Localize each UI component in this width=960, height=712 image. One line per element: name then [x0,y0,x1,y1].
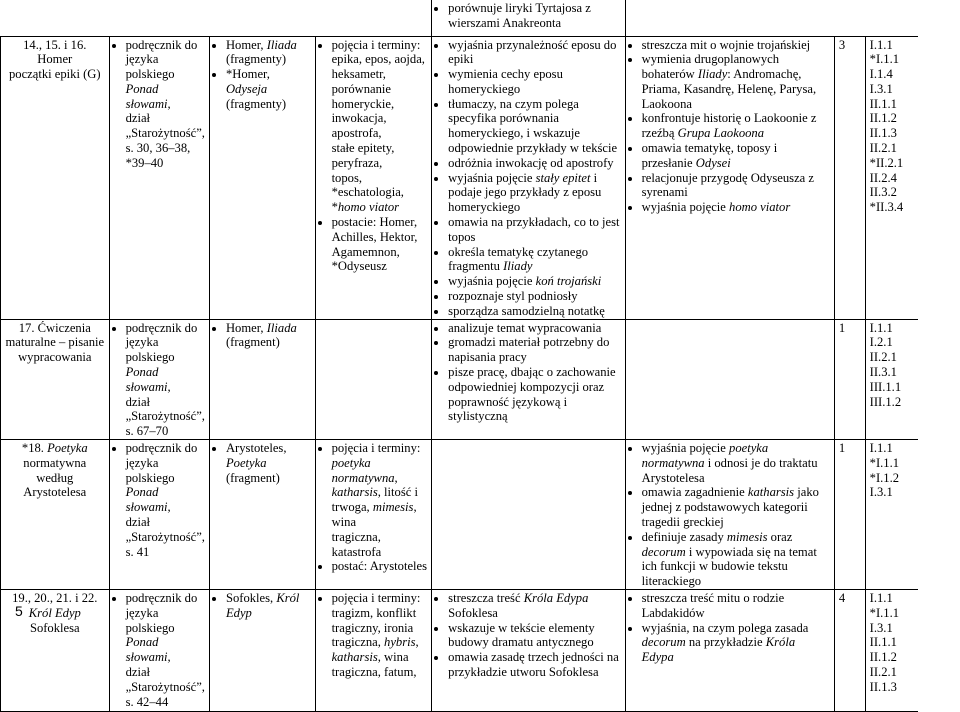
trailing-cell [918,319,960,439]
text-line: Edyp [225,605,252,620]
text-line: Poetyka (fragment) [225,455,280,485]
list-item [226,591,311,621]
table-row [1,36,960,319]
term-line: katharsis, litość i [331,485,418,500]
texts-list [214,321,311,351]
code-line: II.3.1 [869,365,897,380]
code-line: I.3.1 [869,485,893,500]
text-line: • Homer, Iliada [225,320,297,335]
topic-line: 17. Ćwiczenia [18,320,91,335]
text-line: • Homer, Iliada [225,37,297,52]
source-line: dział [125,111,151,126]
code-line: III.1.2 [869,394,902,409]
term-line: inwokacja, apostrofa, [331,111,387,141]
source-line: dział [125,394,151,409]
list-item [226,321,311,351]
code-line: *II.3.4 [869,200,904,215]
list-item: • streszcza mit o wojnie trojańskiej [642,38,830,53]
table-row [1,589,960,711]
list-item [126,591,205,709]
source-line: *39–40 [125,155,164,170]
code-line: II.1.1 [869,96,897,111]
code-line: *I.1.2 [869,470,900,485]
hours-value: 1 [838,320,846,335]
topic-line: maturalne – pisanie [5,335,105,350]
source-cell [109,440,209,590]
code-line: I.1.1 [869,441,893,456]
list-item: • wyjaśnia pojęcie koń trojański [448,274,620,289]
code-line: I.2.1 [869,335,893,350]
basic-list [436,591,620,680]
basic-requirements-cell [432,589,625,711]
basic-requirements-cell [432,319,625,439]
term-line: tragiczny, ironia [331,620,414,635]
basic-list [436,321,620,425]
term-line: tragiczna, hybris, [331,635,419,650]
trailing-cell [918,440,960,590]
source-line: „Starożytność”, [125,679,205,694]
topic-line: początki epiki (G) [8,67,101,82]
list-item: • analizuje temat wypracowania [448,321,620,336]
list-item: • omawia na przykładach, co to jest topos [448,215,620,245]
source-line: s. 30, 36–38, [125,141,191,156]
list-item: • rozpoznaje styl podniosły [448,289,620,304]
basic-requirements-cell [432,36,625,319]
source-list [114,441,205,559]
table-header-row [1,0,960,36]
list-item: • relacjonuje przygodę Odyseusza z syrenami [642,171,830,201]
table-row [1,440,960,590]
list-item: • tłumaczy, na czym polega specyfika porównania homeryckiego, i wskazuje odpowiednie przykłady w tekście [448,97,620,156]
list-item: • streszcza treść Króla Edypa Sofoklesa [448,591,620,621]
hours-cell [834,319,865,439]
text-line: • Arystoteles, [225,441,287,456]
list-item [332,441,428,559]
hours-cell [834,36,865,319]
list-item: • wyjaśnia pojęcie poetyka normatywna i odnosi je do traktatu Arystotelesa [642,441,830,485]
list-item: • wyjaśnia pojęcie stały epitet i podaje jego przykłady z eposu homeryckiego [448,171,620,215]
texts-cell [209,36,315,319]
term-line: • postacie: Homer, [331,215,418,230]
list-item: • omawia tematykę, toposy i przesłanie Odysei [642,141,830,171]
source-line: dział [125,515,151,529]
page-number: 5 [15,603,23,619]
header-note-cell [432,0,625,36]
text-line: • *Homer, Odyseja [225,67,270,96]
code-line: II.2.1 [869,350,897,365]
list-item: • definiuje zasady mimesis oraz decorum i wypowiada się na temat ich funkcji w budowie tekstu literackiego [642,530,830,589]
term-line: heksametr, porównanie [331,67,392,96]
list-item [126,441,205,559]
list-item: • konfrontuje historię o Laokoonie z rzeźbą Grupa Laokoona [642,111,830,141]
list-item [332,559,428,574]
list-item: • wymienia drugoplanowych bohaterów Iliady: Andromachę, Priama, Kasandrę, Helenę, Parysa, Laokoona [642,52,830,111]
texts-list [214,591,311,621]
source-line: Ponad słowami, [125,365,171,394]
term-line: stałe epitety, peryfraza, [331,141,395,170]
source-cell [109,36,209,319]
list-item: • wyjaśnia pojęcie homo viator [642,200,830,215]
terms-cell [315,319,432,439]
term-line: Achilles, Hektor, [331,229,418,244]
list-item: • omawia zagadnienie katharsis jako jednej z podstawowych kategorii tragedii greckiej [642,485,830,529]
texts-cell [209,319,315,439]
list-item [126,38,205,171]
source-list [114,591,205,709]
trailing-cell [918,589,960,711]
source-line: • podręcznik do [125,441,198,456]
codes-cell [865,319,918,439]
extended-requirements-cell [625,440,834,590]
term-line: trwoga, mimesis, wina [331,500,417,529]
code-line: *I.1.1 [869,455,900,470]
codes-cell [865,589,918,711]
code-line: II.2.4 [869,170,897,185]
list-item [126,321,205,439]
term-line: tragizm, konflikt [331,605,417,620]
terms-list [320,38,428,275]
table-row [1,319,960,439]
code-line: II.2.1 [869,664,897,679]
code-line: II.1.1 [869,635,897,650]
list-item [226,38,311,68]
code-line: I.3.1 [869,81,893,96]
source-line: s. 67–70 [125,424,169,439]
code-line: *I.1.1 [869,605,900,620]
list-item: • streszcza treść mitu o rodzie Labdakidów [642,591,830,621]
term-line: • postać: Arystoteles [331,559,428,574]
source-list [114,321,205,439]
term-line: Agamemnon, [331,244,400,259]
term-line: epika, epos, aojda, [331,52,425,67]
hours-value: 3 [838,37,846,52]
code-line: *II.2.1 [869,155,904,170]
list-item: • wyjaśnia przynależność eposu do epiki [448,38,620,68]
text-line: (fragment) [225,335,280,350]
source-line: języka polskiego [125,52,175,82]
term-line: *Odyseusz [331,259,387,274]
term-line: • pojęcia i terminy: [331,37,421,52]
code-line: II.1.3 [869,679,897,694]
codes-cell [865,440,918,590]
topic-line: *18. Poetyka [21,441,88,456]
term-line: • pojęcia i terminy: [331,590,421,605]
term-line: *homo viator [331,200,400,215]
hours-cell [834,440,865,590]
topic-cell [1,319,110,439]
term-line: katharsis, wina [331,650,409,665]
code-line: *I.1.1 [869,52,900,67]
list-item [226,67,311,111]
source-cell [109,319,209,439]
code-line: II.3.2 [869,185,897,200]
topic-line: normatywna według [23,455,87,485]
list-item: • pisze pracę, dbając o zachowanie odpowiedniej kompozycji oraz poprawność językową i stylistyczną [448,365,620,424]
list-item [332,215,428,274]
source-line: • podręcznik do [125,37,198,52]
topic-cell [1,440,110,590]
list-item: • gromadzi materiał potrzebny do napisania pracy [448,335,620,365]
source-line: języka polskiego [125,605,175,635]
list-item: • odróżnia inwokację od apostrofy [448,156,620,171]
hours-value: 4 [838,590,846,605]
basic-list [436,38,620,319]
codes-cell [865,36,918,319]
code-line: I.1.1 [869,37,893,52]
code-line: III.1.1 [869,379,902,394]
code-line: I.3.1 [869,620,893,635]
code-line: II.1.3 [869,126,897,141]
list-item [332,38,428,216]
hours-value: 1 [838,441,846,456]
code-line: II.1.2 [869,650,897,665]
text-line: (fragmenty) [225,52,287,67]
code-line: I.1.1 [869,320,893,335]
text-line: • Sofokles, Król [225,590,300,605]
list-item [226,441,311,485]
source-line: „Starożytność”, [125,126,205,141]
extended-list [630,38,830,216]
text-line: (fragmenty) [225,96,287,111]
source-line: • podręcznik do [125,320,198,335]
trailing-cell [918,36,960,319]
term-line: topos, *eschatologia, [331,170,404,200]
topic-line: 19., 20., 21. i 22. [12,590,98,605]
topic-cell [1,36,110,319]
source-line: • podręcznik do [125,590,198,605]
topic-line: 14., 15. i 16. Homer [23,37,87,67]
source-line: „Starożytność”, [125,409,205,424]
source-line: s. 41 [125,544,150,559]
list-item: • porównuje liryki Tyrtajosa z wierszami Anakreonta [448,1,620,31]
source-line: języka polskiego [125,455,175,485]
terms-cell [315,36,432,319]
texts-cell [209,589,315,711]
extended-requirements-cell [625,36,834,319]
terms-cell [315,589,432,711]
list-item: • wymienia cechy eposu homeryckiego [448,67,620,97]
source-line: s. 42–44 [125,694,169,709]
topic-line: Król Edyp Sofoklesa [28,605,81,635]
terms-list [320,591,428,680]
term-line: poetyka normatywna, [331,455,398,485]
list-item: • omawia zasadę trzech jedności na przykładzie utworu Sofoklesa [448,650,620,680]
extended-list [630,591,830,665]
list-item: • wskazuje w tekście elementy budowy dramatu antycznego [448,621,620,651]
hours-cell [834,589,865,711]
list-item: • wyjaśnia, na czym polega zasada decorum na przykładzie Króla Edypa [642,621,830,665]
topic-line: Arystotelesa [23,485,87,500]
term-line: • pojęcia i terminy: [331,441,421,456]
terms-list [320,441,428,574]
source-line: języka polskiego [125,335,175,365]
source-line: Ponad słowami, [125,485,171,515]
code-line: II.2.1 [869,141,897,156]
source-cell [109,589,209,711]
extended-list [630,441,830,589]
topic-line: wypracowania [18,350,92,365]
extended-requirements-cell [625,589,834,711]
list-item [332,591,428,680]
term-line: homeryckie, [331,96,395,111]
source-list [114,38,205,171]
list-item: • określa tematykę czytanego fragmentu Iliady [448,245,620,275]
source-line: „Starożytność”, [125,529,205,544]
source-line: dział [125,664,151,679]
terms-cell [315,440,432,590]
source-line: Ponad słowami, [125,635,171,665]
texts-list [214,441,311,485]
source-line: Ponad słowami, [125,81,171,111]
extended-requirements-cell [625,319,834,439]
list-item: • sporządza samodzielną notatkę [448,304,620,319]
term-line: tragiczna, katastrofa [331,529,382,559]
basic-requirements-cell [432,440,625,590]
code-line: I.1.1 [869,590,893,605]
texts-cell [209,440,315,590]
term-line: tragiczna, fatum, [331,664,417,679]
code-line: I.1.4 [869,67,893,82]
code-line: II.1.2 [869,111,897,126]
texts-list [214,38,311,112]
